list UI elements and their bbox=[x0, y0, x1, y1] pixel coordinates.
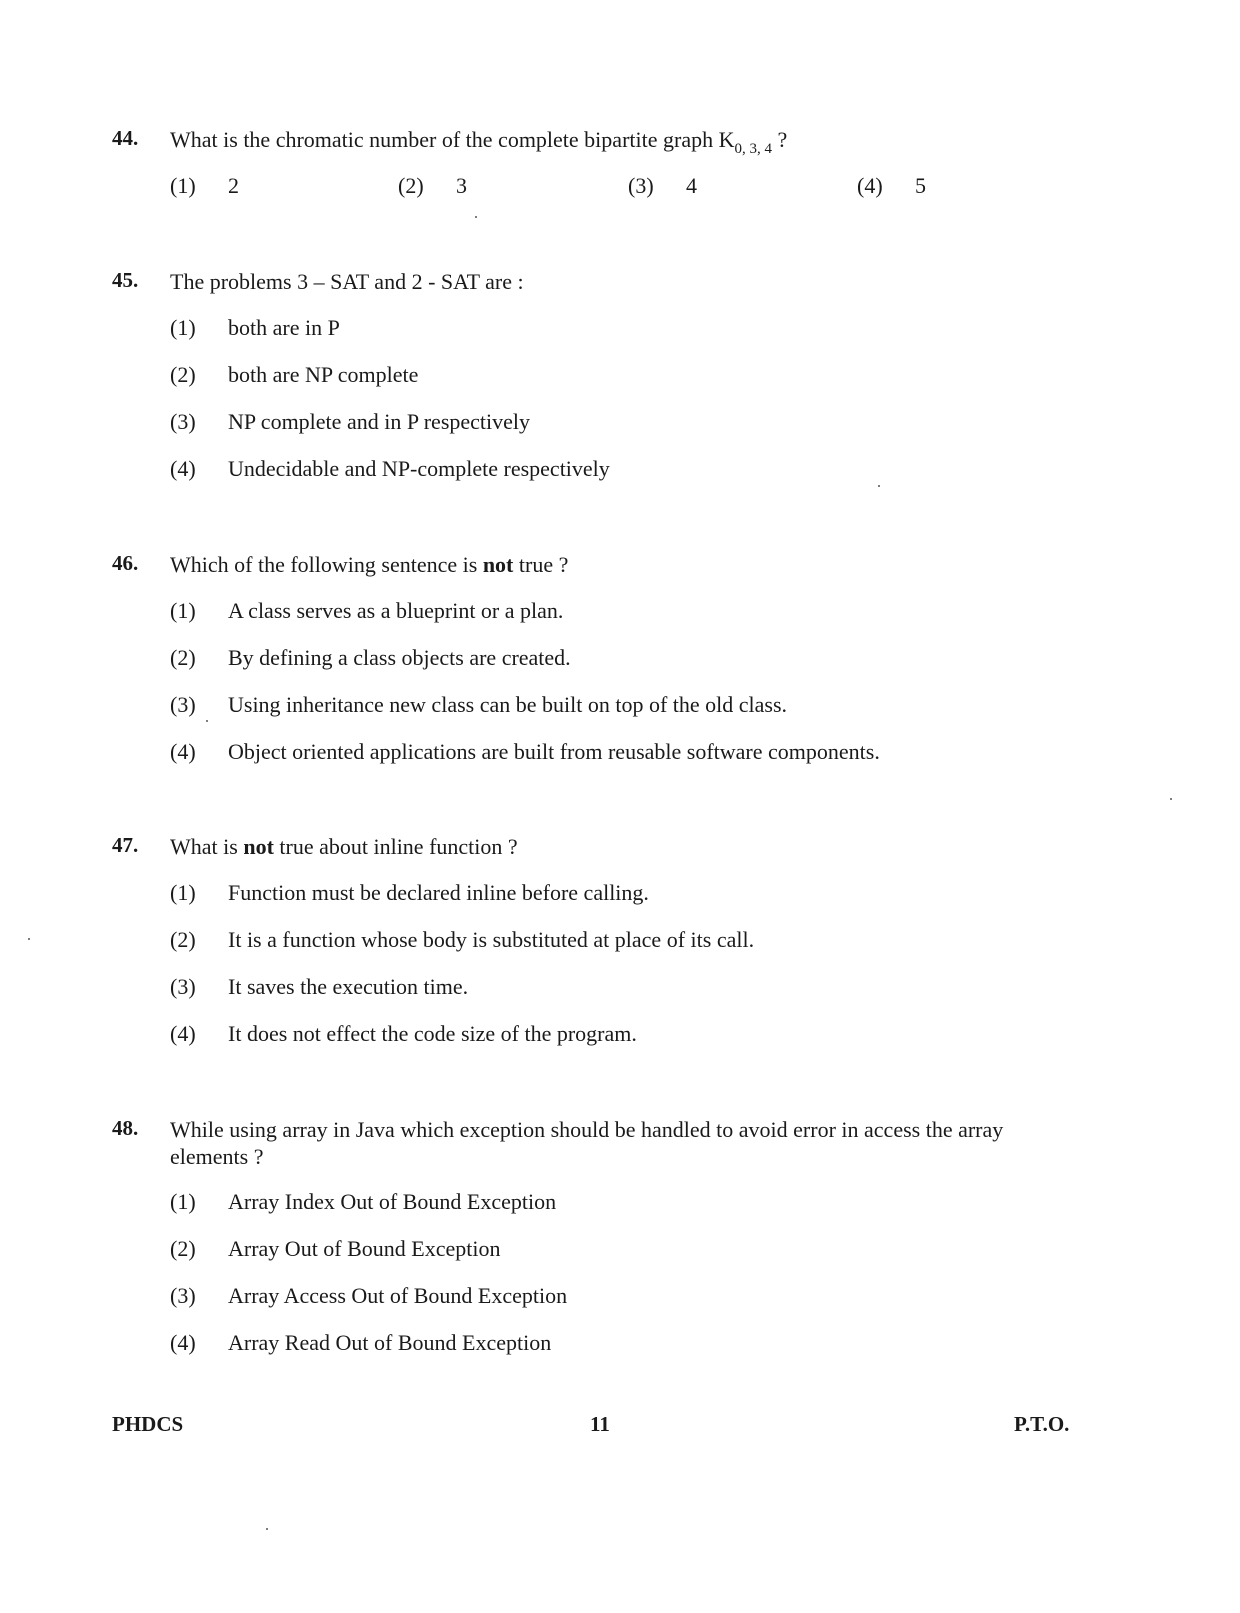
question-number: 44. bbox=[112, 126, 139, 150]
scan-speck bbox=[28, 938, 30, 940]
option-2: (2) By defining a class objects are created. bbox=[170, 645, 571, 670]
option-4: (4) 5 bbox=[857, 173, 926, 198]
subscript: 0, 3, 4 bbox=[734, 141, 772, 157]
option-3: (3) 4 bbox=[628, 173, 697, 198]
option-3: (3) Using inheritance new class can be built on top of the old class. bbox=[170, 692, 788, 717]
question-number: 48. bbox=[112, 1116, 139, 1140]
option-1: (1) Function must be declared inline before calling. bbox=[170, 880, 649, 905]
footer-code: PHDCS bbox=[112, 1412, 184, 1436]
option-1: (1) Array Index Out of Bound Exception bbox=[170, 1189, 557, 1214]
option-4: (4) Array Read Out of Bound Exception bbox=[170, 1330, 552, 1355]
scan-speck bbox=[206, 720, 208, 722]
option-2: (2) Array Out of Bound Exception bbox=[170, 1236, 501, 1261]
option-1: (1) 2 bbox=[170, 173, 239, 198]
emphasis: not bbox=[243, 834, 274, 859]
scan-speck bbox=[1170, 798, 1172, 800]
option-3: (3) NP complete and in P respectively bbox=[170, 409, 531, 434]
footer-pto: P.T.O. bbox=[1014, 1412, 1070, 1436]
option-3: (3) Array Access Out of Bound Exception bbox=[170, 1283, 568, 1308]
option-2: (2) both are NP complete bbox=[170, 362, 419, 387]
option-4: (4) It does not effect the code size of the program. bbox=[170, 1021, 637, 1046]
question-text: The problems 3 – SAT and 2 - SAT are : bbox=[170, 269, 524, 294]
scan-speck bbox=[878, 485, 880, 487]
scan-speck bbox=[266, 1528, 268, 1530]
option-1: (1) A class serves as a blueprint or a plan. bbox=[170, 598, 564, 623]
question-text: What is the chromatic number of the complete bipartite graph $K_{0, 3, 4}$ ? bbox=[170, 127, 788, 157]
option-2: (2) It is a function whose body is substituted at place of its call. bbox=[170, 927, 755, 952]
option-1: (1) both are in P bbox=[170, 315, 340, 340]
page-number: 11 bbox=[590, 1412, 610, 1436]
question-number: 47. bbox=[112, 833, 139, 857]
option-2: (2) 3 bbox=[398, 173, 467, 198]
option-3: (3) It saves the execution time. bbox=[170, 974, 469, 999]
option-4: (4) Undecidable and NP-complete respectively bbox=[170, 456, 610, 481]
question-text: What is not true about inline function ? bbox=[170, 834, 518, 859]
question-text: While using array in Java which exception should be handled to avoid error in access the array elements ? bbox=[170, 1117, 1004, 1169]
emphasis: not bbox=[482, 552, 514, 577]
question-number: 46. bbox=[112, 551, 139, 575]
question-number: 45. bbox=[112, 268, 139, 292]
scan-speck bbox=[475, 216, 477, 218]
option-4: (4) Object oriented applications are built from reusable software components. bbox=[170, 739, 880, 764]
question-text: Which of the following sentence is not true ? bbox=[170, 552, 569, 577]
